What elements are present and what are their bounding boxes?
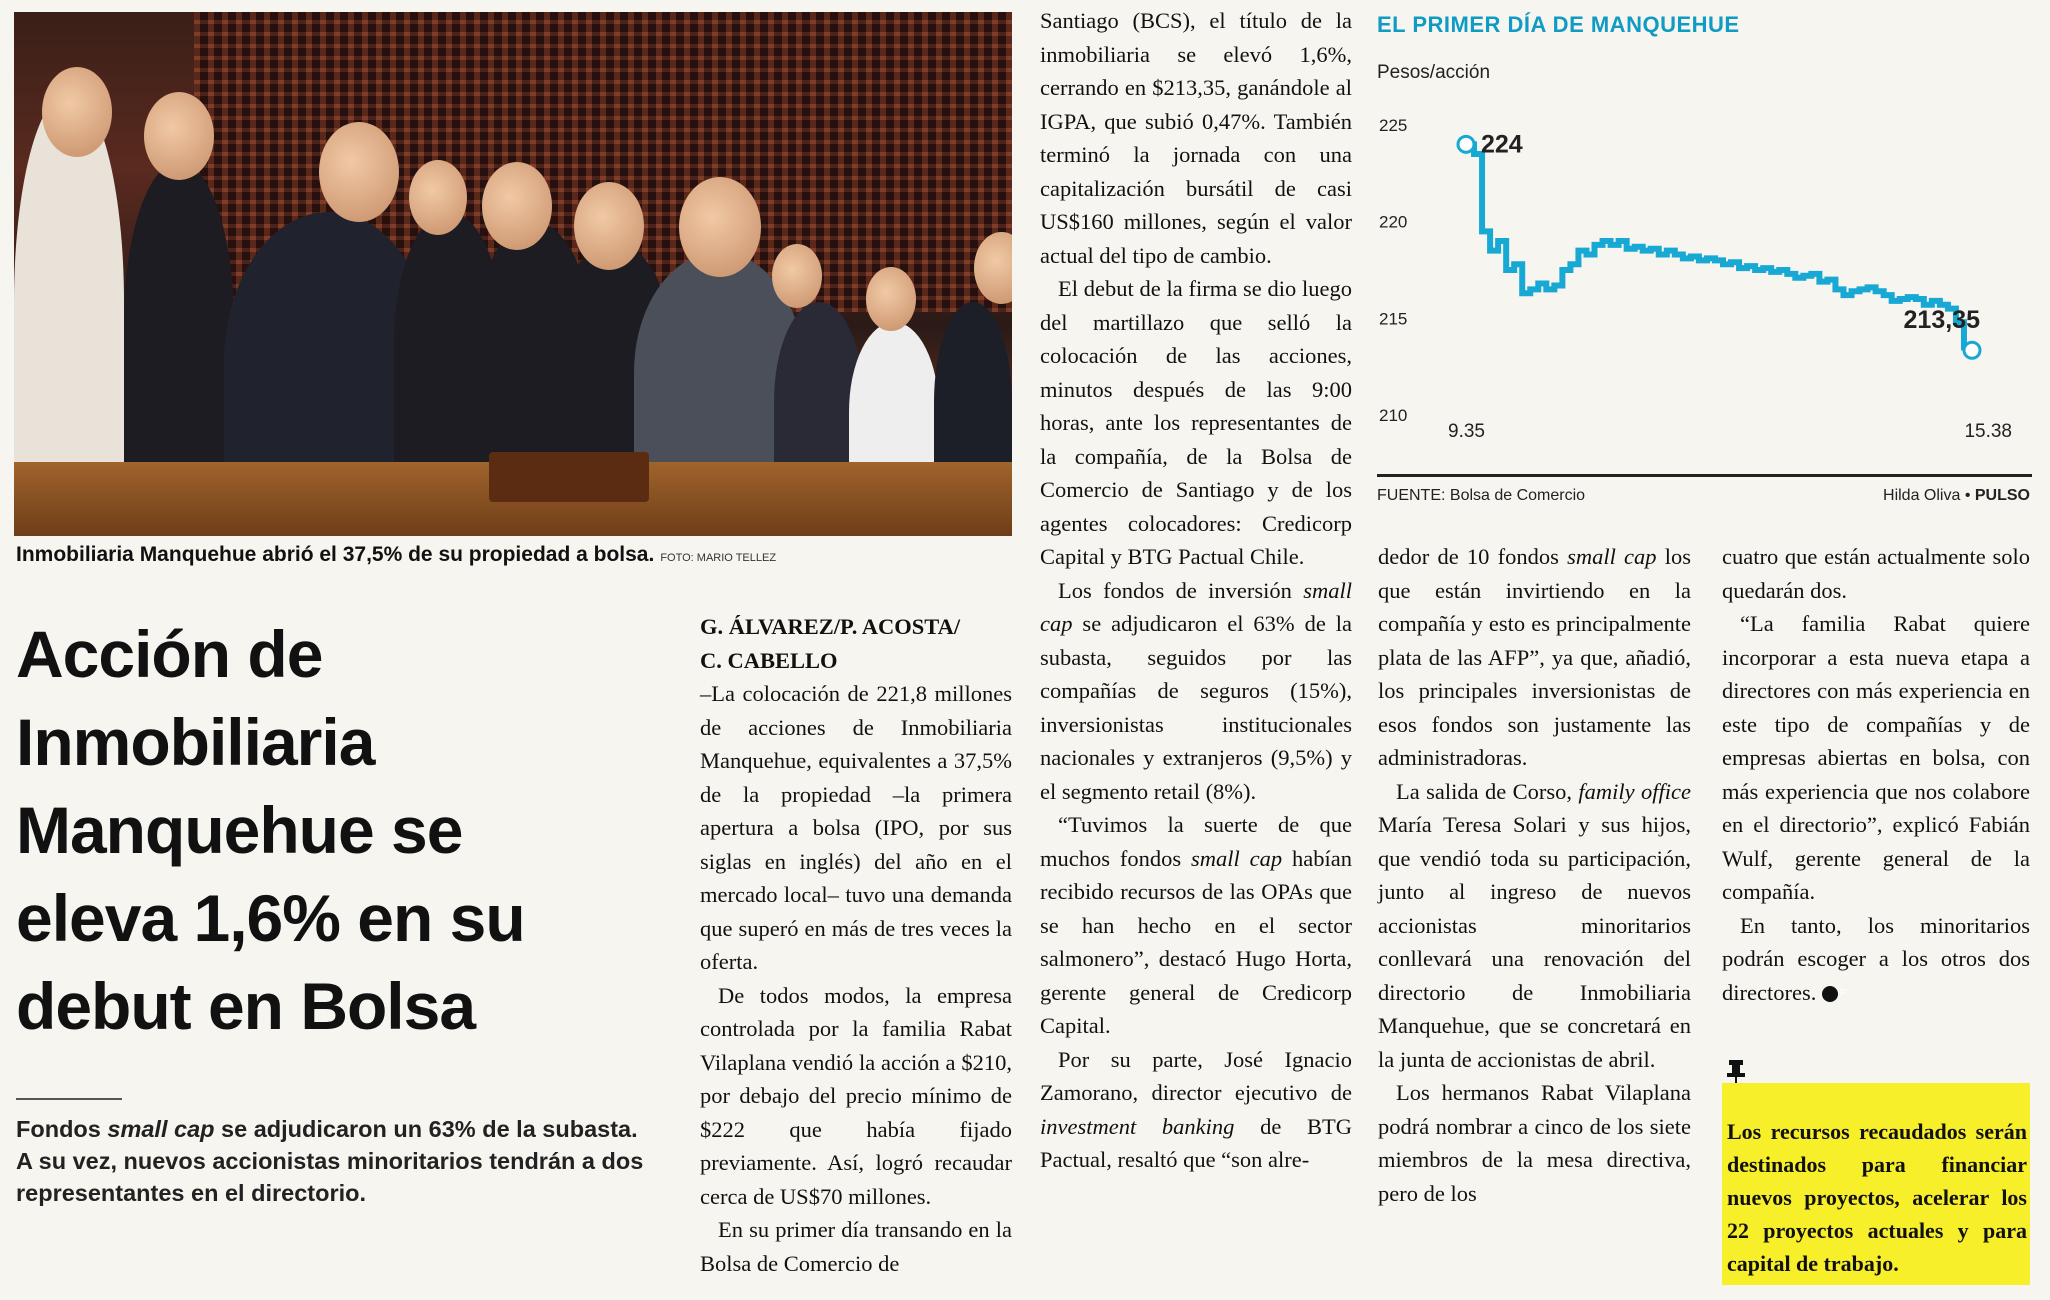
paragraph	[1040, 808, 1352, 1043]
headline-line: Inmobiliaria	[16, 705, 375, 779]
byline: C. CABELLO	[700, 647, 838, 673]
chart-title: EL PRIMER DÍA DE MANQUEHUE	[1377, 12, 1740, 37]
photo-caption-text: Inmobiliaria Manquehue abrió el 37,5% de su propiedad a bolsa.	[16, 543, 655, 566]
paragraph-text: habían recibido recursos de las OPAs que se han hecho en el sector salmonero”, destacó Hugo Horta, gerente general de Credicorp Capital.	[1040, 845, 1352, 1038]
y-tick-label: 220	[1379, 212, 1408, 232]
paragraph	[1040, 1043, 1352, 1177]
start-point-marker	[1458, 136, 1474, 152]
article-column-3	[1378, 540, 1691, 1210]
paragraph: El debut de la firma se dio luego del martillazo que selló la colocación de las acciones, minutos después de las 9:00 horas, ante los representantes de la compañía, de la Bolsa de Comercio de Santiago y de los agentes colocadores: Credicorp Capital y BTG Pactual Chile.	[1040, 276, 1352, 569]
y-tick-label: 210	[1379, 406, 1408, 425]
paragraph: De todos modos, la empresa controlada por la familia Rabat Vilaplana vendió la acción a $210, por debajo del precio mínimo de $222 que había fijado previamente. Así, logró recaudar cerca de US$70 millones.	[700, 982, 1012, 1209]
paragraph-text: En tanto, los minoritarios podrán escoger a los otros dos directores.	[1722, 912, 2030, 1005]
subhead-text: Fondos	[16, 1116, 108, 1142]
start-value-label: 224	[1481, 130, 1523, 159]
person-face	[866, 267, 916, 331]
chart-credit-name: Hilda Oliva •	[1883, 487, 1975, 504]
paragraph: –La colocación de 221,8 millones de acciones de Inmobiliaria Manquehue, equivalentes a 37,5% de la propiedad –la primera apertura a bolsa (IPO, por sus siglas en inglés) del año en el mercado local– tuvo una demanda que superó en más de tres veces la oferta.	[700, 681, 1012, 974]
headline-line: Manquehue se	[16, 793, 463, 867]
x-start-label: 9.35	[1448, 421, 1485, 442]
gavel-block	[489, 452, 649, 502]
paragraph: Los hermanos Rabat Vilaplana podrá nombrar a cinco de los siete miembros de la mesa directiva, pero de los	[1378, 1080, 1691, 1206]
price-chart	[1370, 105, 2035, 465]
paragraph-italic: family office	[1578, 778, 1691, 804]
paragraph: cuatro que están actualmente solo quedarán dos.	[1722, 544, 2030, 603]
article-column-4	[1722, 540, 2030, 1009]
person-face	[482, 162, 552, 250]
byline: G. ÁLVAREZ/P. ACOSTA/	[700, 614, 961, 639]
chart-bottom-rule	[1377, 474, 2032, 477]
person-figure	[124, 162, 234, 482]
paragraph-text: La salida de Corso,	[1396, 778, 1579, 804]
paragraph-text: dedor de 10 fondos	[1378, 544, 1568, 569]
chart-source: FUENTE: Bolsa de Comercio	[1377, 487, 1586, 504]
person-face	[409, 160, 467, 235]
person-face	[772, 244, 822, 308]
headline-line: eleva 1,6% en su	[16, 881, 525, 955]
x-end-label: 15.38	[1964, 421, 2012, 442]
person-face	[574, 182, 644, 270]
headline-line: Acción de	[16, 617, 323, 691]
end-value-label: 213,35	[1903, 306, 1980, 335]
paragraph-text: se adjudicaron el 63% de la subasta, seguidos por las compañías de seguros (15%), inversionistas institucionales nacionales y extranjeros (9,5%) y el segmento retail (8%).	[1040, 611, 1352, 804]
article-column-2	[1040, 4, 1352, 1177]
paragraph	[1722, 909, 2030, 1010]
paragraph-italic: small cap	[1040, 577, 1352, 636]
end-mark-icon: P	[1822, 986, 1838, 1002]
paragraph: “La familia Rabat quiere incorporar a esta nueva etapa a directores con más experiencia en este tipo de compañías y de empresas abiertas en bolsa, con más experiencia que nos colabore en el directorio”, explicó Fabián Wulf, gerente general de la compañía.	[1722, 611, 2030, 904]
subhead	[16, 1113, 656, 1209]
paragraph: En su primer día transando en la Bolsa de Comercio de	[700, 1217, 1012, 1276]
headline	[16, 610, 656, 1050]
paragraph-text: Los fondos de inversión	[1058, 577, 1304, 603]
pushpin-icon	[1725, 1060, 1747, 1084]
end-point-marker	[1964, 342, 1980, 358]
divider	[16, 1098, 122, 1100]
photo-caption	[16, 543, 1016, 567]
paragraph-italic: small cap	[1567, 544, 1657, 569]
person-face	[319, 122, 399, 222]
paragraph: Santiago (BCS), el título de la inmobiliaria se elevó 1,6%, cerrando en $213,35, ganándole al IGPA, que subió 0,47%. También terminó la jornada con una capitalización bursátil de casi US$160 millones, según el valor actual del tipo de cambio.	[1040, 8, 1352, 268]
person-face	[42, 67, 112, 157]
paragraph	[1378, 540, 1691, 775]
paragraph	[1378, 775, 1691, 1077]
news-photo	[14, 12, 1012, 536]
y-tick-label: 215	[1379, 309, 1408, 329]
subhead-italic: small cap	[107, 1116, 215, 1142]
paragraph-text: los que están invirtiendo en la compañía y esto es principalmente plata de las AFP”, ya que, añadió, los principales inversionistas de esos fondos son justamente las administradoras.	[1378, 544, 1691, 770]
y-tick-label: 225	[1379, 116, 1408, 135]
paragraph-text: María Teresa Solari y sus hijos, que vendió toda su participación, junto al ingreso de nuevos accionistas minoritarios conllevará una renovación del directorio de Inmobiliaria Manquehue, que se concretará en la junta de accionistas de abril.	[1378, 812, 1691, 1072]
person-face	[679, 177, 761, 277]
paragraph-text: Por su parte, José Ignacio Zamorano, director ejecutivo de	[1040, 1046, 1352, 1105]
person-face	[144, 92, 214, 180]
paragraph-italic: investment banking	[1040, 1113, 1235, 1139]
chart-credit-outlet: PULSO	[1974, 487, 2030, 504]
paragraph-italic: small cap	[1191, 845, 1283, 871]
paragraph	[1040, 574, 1352, 809]
paragraph-text: de BTG Pactual, resaltó que “son alre-	[1040, 1113, 1352, 1172]
photo-credit: FOTO: MARIO TELLEZ	[660, 552, 777, 564]
subhead-text: se adjudicaron un 63% de la subasta. A su vez, nuevos accionistas minoritarios tendrán a dos representantes en el directorio.	[16, 1116, 644, 1206]
highlight-text: Los recursos recaudados serán destinados para financiar nuevos proyectos, acelerar los 22 proyectos actuales y para capital de trabajo.	[1727, 1119, 2027, 1276]
chart-credit	[1883, 487, 2030, 505]
headline-line: debut en Bolsa	[16, 969, 476, 1043]
article-column-1	[700, 610, 1012, 1280]
chart-y-label: Pesos/acción	[1377, 62, 1491, 83]
paragraph-text: “Tuvimos la suerte de que muchos fondos	[1040, 812, 1352, 871]
price-line	[1466, 144, 1972, 350]
